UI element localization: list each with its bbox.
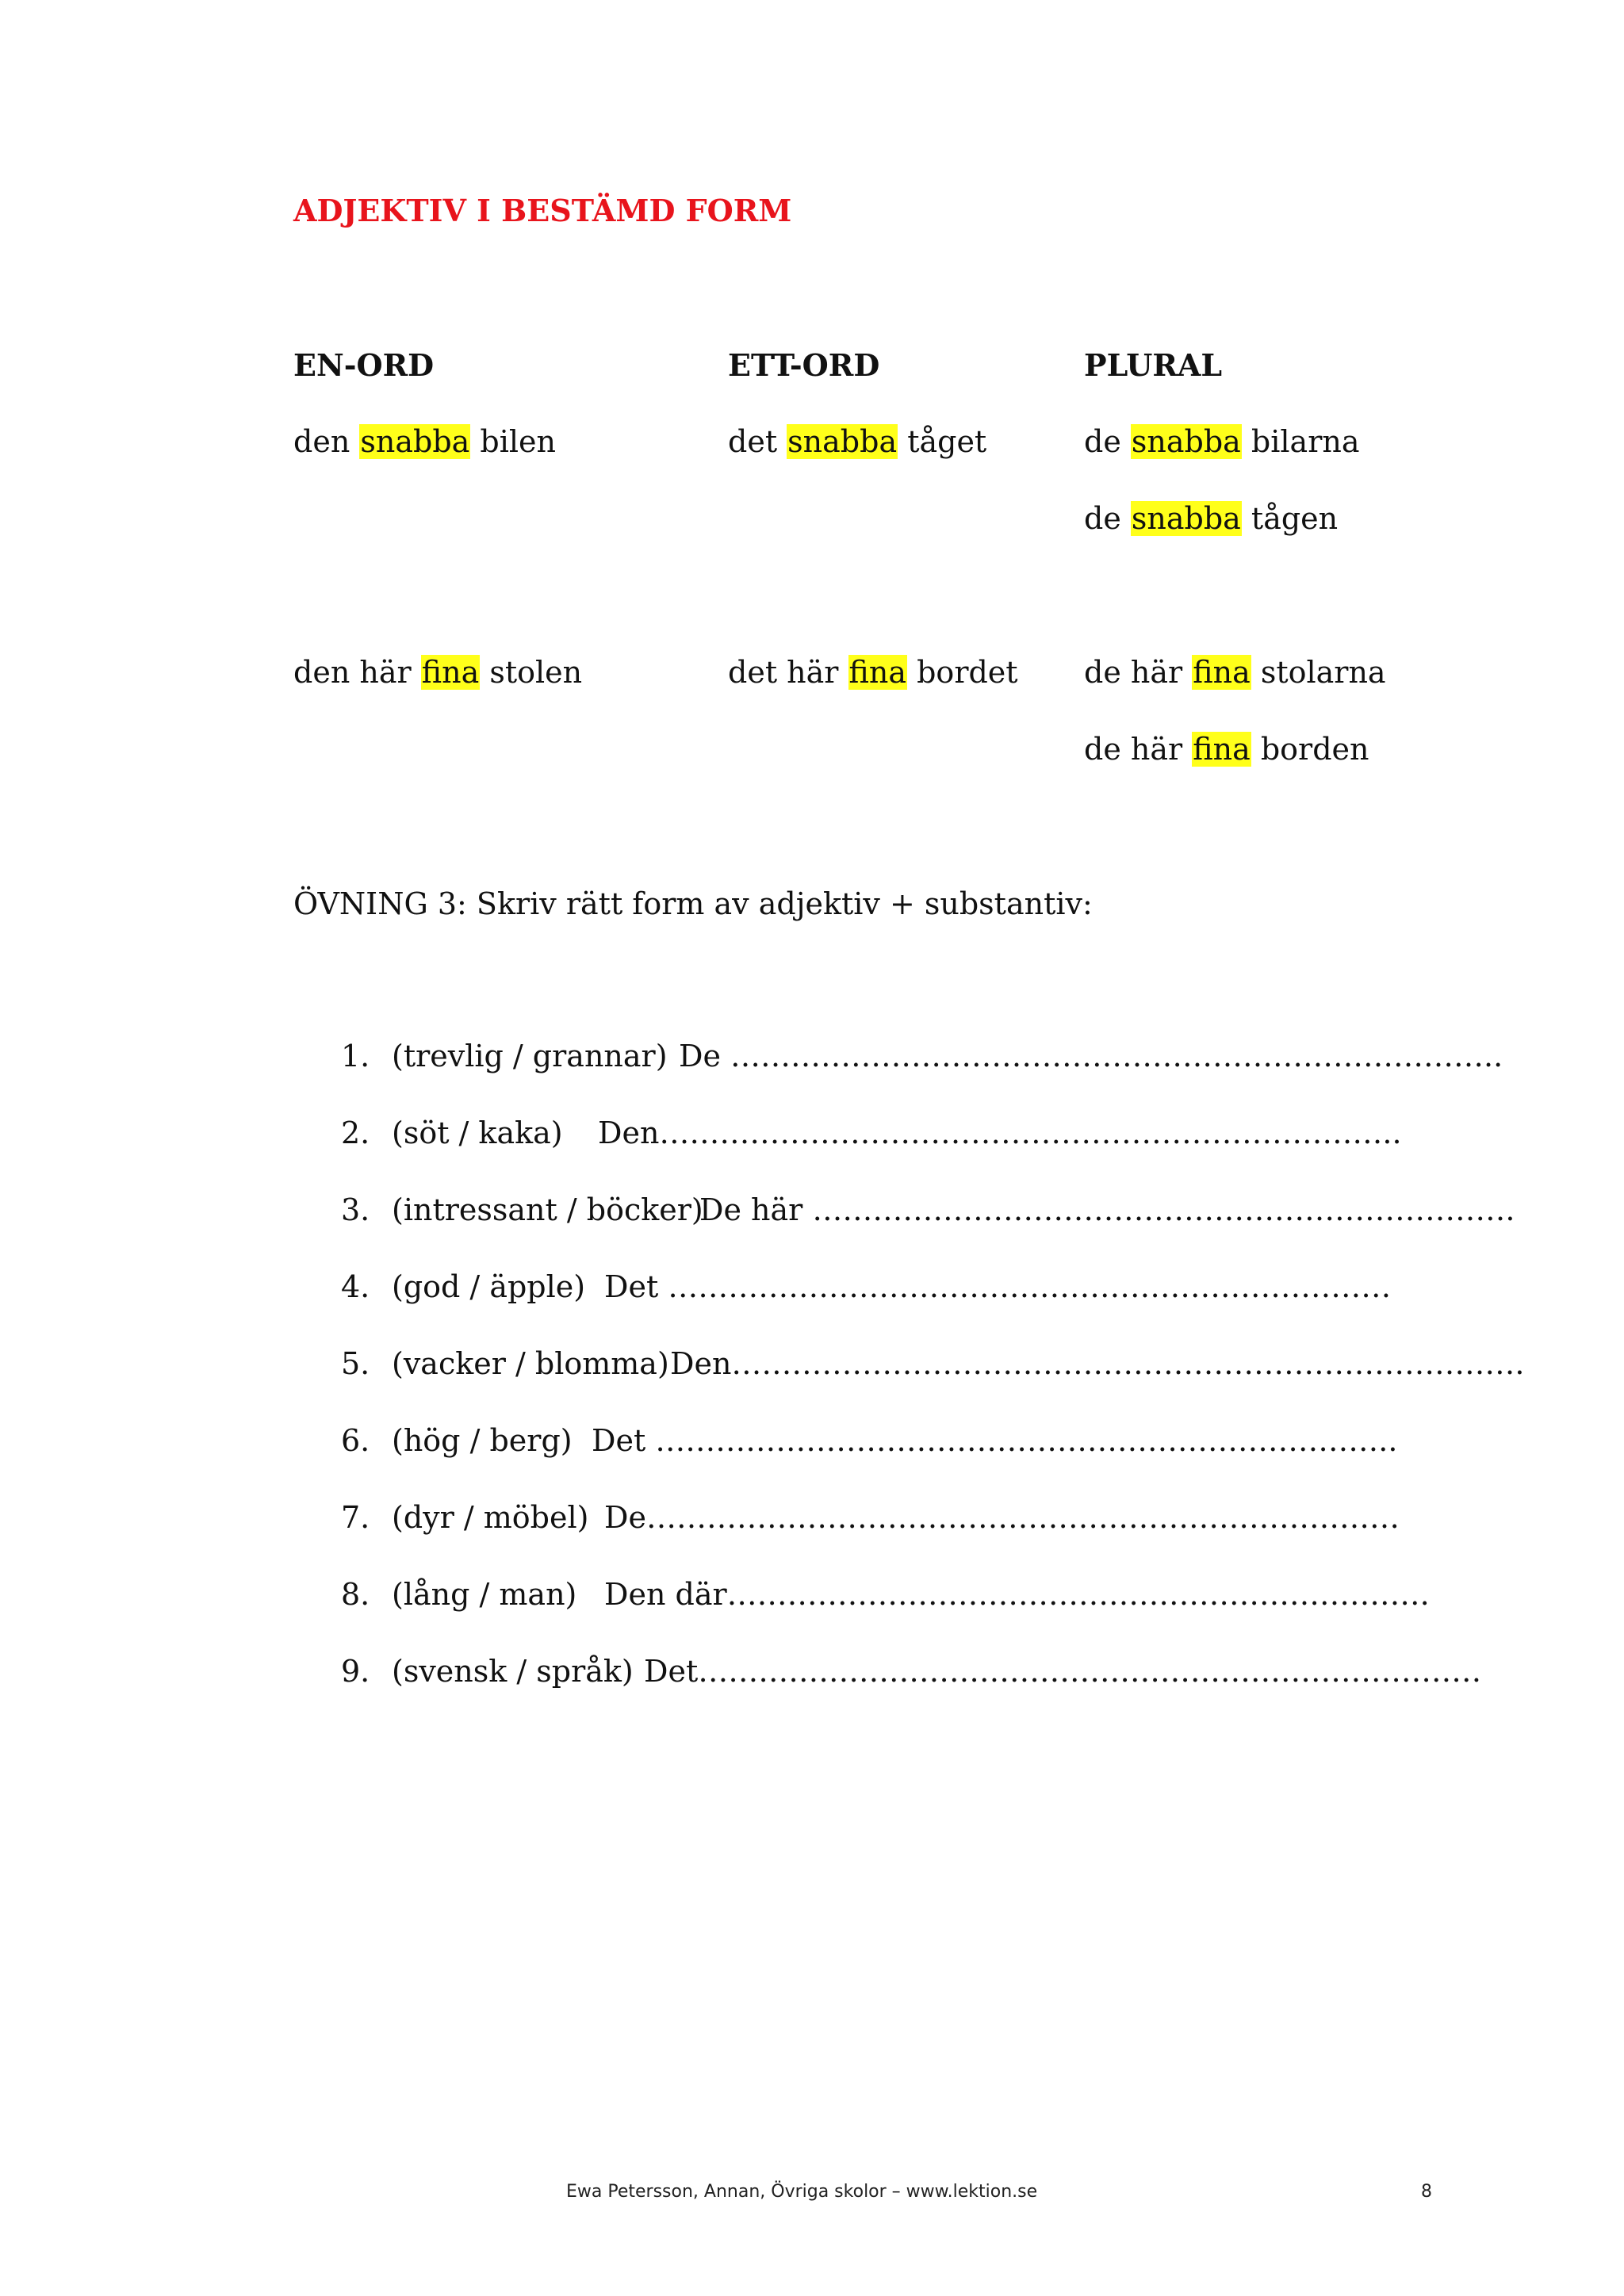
column-header-en-ord: EN-ORD [293,347,435,383]
highlighted-adjective: snabba [787,424,898,459]
example-text: det [728,424,787,459]
answer-line[interactable]: Det ……………………………………………………………….. [592,1423,1398,1458]
example-text: tåget [898,424,987,459]
exercise-number: 5. [341,1346,370,1381]
exercise-number: 8. [341,1577,370,1612]
column-header-plural: PLURAL [1084,347,1223,383]
column-header-ett-ord: ETT-ORD [728,347,880,383]
example-ett-ord-2 [728,655,1018,690]
answer-line[interactable]: Den……………………………………………………………….. [598,1115,1402,1150]
example-text: det här [728,655,848,690]
exercise-number: 6. [341,1423,370,1458]
example-plural-2a [1084,655,1386,690]
example-text: stolen [480,655,583,690]
exercise-words: (intressant / böcker) [392,1192,703,1227]
exercise-number: 4. [341,1269,370,1304]
exercise-number: 2. [341,1115,370,1150]
example-en-ord-2 [293,655,582,690]
exercise-number: 3. [341,1192,370,1227]
answer-line[interactable]: De ………………………………………………………………….. [679,1039,1503,1073]
highlighted-adjective: fina [1193,655,1251,690]
answer-line[interactable]: Det…………………………………………………………………… [644,1654,1482,1689]
example-en-ord-1 [293,424,556,459]
answer-line[interactable]: Den där……………………………………………………………. [604,1577,1430,1612]
page-title: ADJEKTIV I BESTÄMD FORM [293,193,792,228]
exercise-words: (vacker / blomma) [392,1346,669,1381]
example-text: den [293,424,360,459]
highlighted-adjective: fina [421,655,480,690]
example-text: borden [1251,732,1369,767]
example-plural-2b [1084,732,1369,767]
answer-line[interactable]: De här ……………………………………………………………. [699,1192,1515,1227]
exercise-number: 7. [341,1500,370,1535]
example-text: tågen [1241,501,1339,536]
answer-line[interactable]: Det ……………………………………………………………… [604,1269,1392,1304]
exercise-words: (söt / kaka) [392,1115,563,1150]
example-plural-1b [1084,501,1338,536]
highlighted-adjective: fina [1193,732,1251,767]
highlighted-adjective: snabba [360,424,470,459]
example-text: stolarna [1251,655,1386,690]
example-text: den här [293,655,421,690]
example-ett-ord-1 [728,424,986,459]
page-number: 8 [1421,2182,1432,2202]
exercise-words: (svensk / språk) [392,1654,634,1689]
example-text: bilarna [1241,424,1360,459]
exercise-words: (god / äpple) [392,1269,586,1304]
answer-line[interactable]: Den……………………………………………………………………. [670,1346,1525,1381]
exercise-prompt: ÖVNING 3: Skriv rätt form av adjektiv + substantiv: [293,886,1093,921]
exercise-words: (trevlig / grannar) [392,1039,668,1073]
example-text: de här [1084,655,1193,690]
example-text: de [1084,501,1131,536]
exercise-number: 1. [341,1039,370,1073]
answer-line[interactable]: De………………………………………………………………… [604,1500,1400,1535]
example-text: bilen [470,424,556,459]
exercise-words: (hög / berg) [392,1423,573,1458]
footer-credit: Ewa Petersson, Annan, Övriga skolor – www.lektion.se [566,2182,1038,2202]
exercise-number: 9. [341,1654,370,1689]
highlighted-adjective: snabba [1131,501,1241,536]
highlighted-adjective: fina [848,655,907,690]
example-text: de här [1084,732,1193,767]
exercise-words: (lång / man) [392,1577,577,1612]
highlighted-adjective: snabba [1131,424,1241,459]
exercise-words: (dyr / möbel) [392,1500,589,1535]
example-text: bordet [907,655,1018,690]
example-text: de [1084,424,1131,459]
example-plural-1a [1084,424,1360,459]
